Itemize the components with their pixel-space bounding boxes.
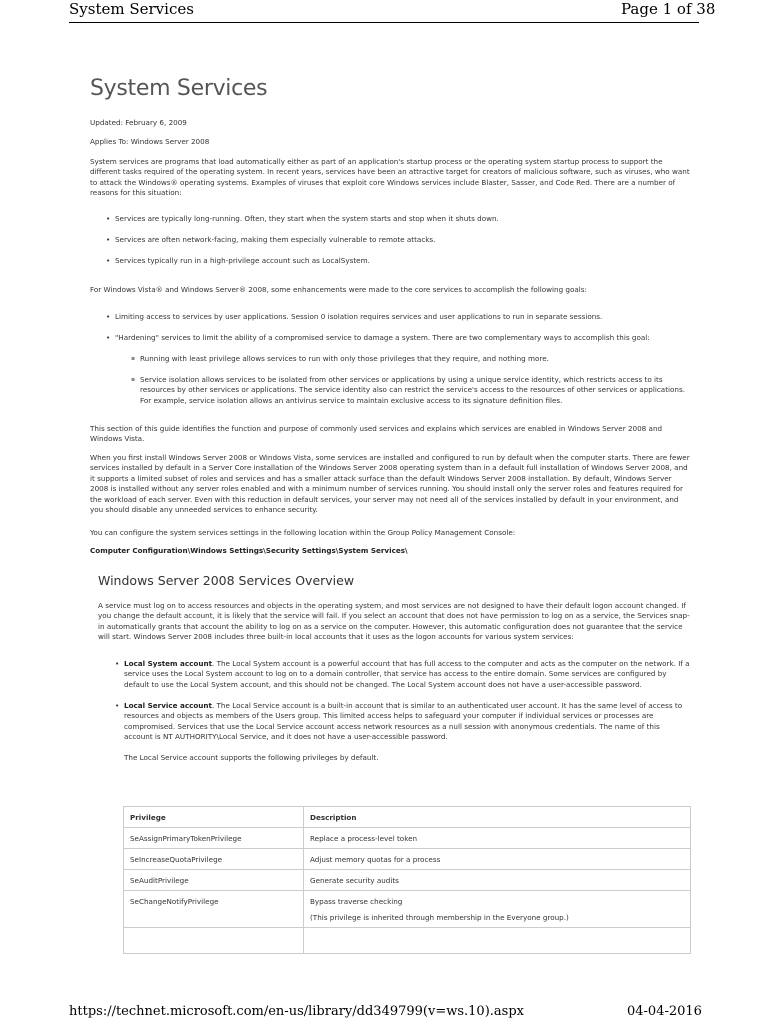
account-description: . The Local System account is a powerful account that has full access to the computer and acts as the computer on the network. If a service uses the Local System account to log on to a domain controller, that service has access to the entire domain. Some services are configured by default to use the Local System account, and this should not be changed. The Local System account does not have a user-accessible password. xyxy=(124,659,690,689)
account-item xyxy=(124,659,690,690)
bullet-icon: • xyxy=(106,333,111,342)
column-header-privilege: Privilege xyxy=(124,807,304,828)
table-row xyxy=(124,891,691,928)
reason-item: Services are often network-facing, making them especially vulnerable to remote attacks. xyxy=(115,235,436,244)
sub-bullet-icon: ▪ xyxy=(131,376,136,383)
bullet-icon: • xyxy=(115,701,120,710)
privilege-cell: SeAssignPrimaryTokenPrivilege xyxy=(124,828,304,849)
table-row xyxy=(124,849,691,870)
privilege-cell xyxy=(124,928,304,954)
account-description: . The Local Service account is a built-in account that is similar to an authenticated user account. It has the same level of access to resources and objects as members of the Users group. This limited access helps to safeguard your computer if individual services or processes are compromised. Services that use the Local Service account access network resources as a null session with anonymous credentials. The name of this account is NT AUTHORITY\Local Service, and it does not have a user-accessible password. xyxy=(124,701,683,742)
overview-paragraph: A service must log on to access resources and objects in the operating system, and most services are not designed to have their default logon account changed. If you change the default account, it is likely that the service will fail. If you select an account that does not have permission to log on as a service, the Services snap-in automatically grants that account the ability to log on as a service on the computer. However, this automatic configuration does not guarantee that the service will start. Windows Server 2008 includes three built-in local accounts that it uses as the logon accounts for various system services: xyxy=(98,601,690,642)
goals-intro: For Windows Vista® and Windows Server® 2008, some enhancements were made to the core services to accomplish the following goals: xyxy=(90,285,587,294)
bullet-icon: • xyxy=(106,214,111,223)
applies-to: Applies To: Windows Server 2008 xyxy=(90,137,210,146)
section-paragraph: This section of this guide identifies the function and purpose of commonly used services and explains which services are enabled in Windows Server 2008 and Windows Vista. xyxy=(90,424,663,444)
footer-url: https://technet.microsoft.com/en-us/library/dd349799(v=ws.10).aspx xyxy=(69,1004,524,1019)
table-row-empty xyxy=(124,928,691,954)
subgoal-item: Service isolation allows services to be isolated from other services or applications by using a unique service identity, which restricts access to its resources by other services or applications. The service identity also can restrict the service's access to the resources of other services or applications. For example, service isolation allows an antivirus service to maintain exclusive access to its signature definition files. xyxy=(140,375,685,405)
column-header-description: Description xyxy=(304,807,691,828)
table-header-row xyxy=(124,807,691,828)
description-cell: Replace a process-level token xyxy=(304,828,691,849)
account-name: Local Service account xyxy=(124,701,212,710)
bullet-icon: • xyxy=(106,235,111,244)
description-note: (This privilege is inherited through membership in the Everyone group.) xyxy=(310,913,569,922)
table-row xyxy=(124,870,691,891)
privileges-intro: The Local Service account supports the following privileges by default. xyxy=(124,753,379,762)
privileges-table xyxy=(123,806,691,954)
goal-item: "Hardening" services to limit the ability of a compromised service to damage a system. There are two complementary ways to accomplish this goal: xyxy=(115,333,650,342)
account-item xyxy=(124,701,690,743)
config-paragraph: You can configure the system services settings in the following location within the Group Policy Management Console: xyxy=(90,528,516,537)
bullet-icon: • xyxy=(106,312,111,321)
description-text: Bypass traverse checking xyxy=(310,897,403,906)
intro-paragraph: System services are programs that load automatically either as part of an application's startup process or the operating system startup process to support the different tasks required of the operating system. In recent years, services have been an attractive target for creators of malicious software, such as viruses, who want to attack the Windows® operating systems. Examples of viruses that exploit core Windows services include Blaster, Sasser, and Code Red. There are a number of reasons for this situation: xyxy=(90,157,690,198)
goal-item: Limiting access to services by user applications. Session 0 isolation requires services and user applications to run in separate sessions. xyxy=(115,312,603,321)
config-path: Computer Configuration\Windows Settings\Security Settings\System Services\ xyxy=(90,546,408,555)
description-cell xyxy=(304,891,691,928)
updated-date: Updated: February 6, 2009 xyxy=(90,118,187,127)
header-divider xyxy=(69,22,699,23)
bullet-icon: • xyxy=(115,659,120,668)
overview-heading: Windows Server 2008 Services Overview xyxy=(98,573,355,588)
install-paragraph: When you first install Windows Server 2008 or Windows Vista, some services are installed and configured to run by default when the computer starts. There are fewer services installed by default in a Server Core installation of the Windows Server 2008 operating system than in a default full installation of Windows Server 2008, and it supports a limited subset of roles and services and has a smaller attack surface than the default Windows Server 2008 installation. By default, Windows Server 2008 is installed without any server roles enabled and with a minimum number of services running. You should install only the server roles and features required for the workload of each server. Even with this reduction in default services, your server may not need all of the services installed by default in your environment, and you should disable any unneeded services to enhance security. xyxy=(90,453,690,515)
sub-bullet-icon: ▪ xyxy=(131,355,136,362)
account-name: Local System account xyxy=(124,659,213,668)
page-number: Page 1 of 38 xyxy=(621,0,716,18)
privilege-cell: SeIncreaseQuotaPrivilege xyxy=(124,849,304,870)
page-header-title: System Services xyxy=(69,0,194,18)
footer-date: 04-04-2016 xyxy=(627,1004,702,1019)
subgoal-item: Running with least privilege allows services to run with only those privileges that they require, and nothing more. xyxy=(140,354,549,363)
bullet-icon: • xyxy=(106,256,111,265)
table-row xyxy=(124,828,691,849)
description-cell: Generate security audits xyxy=(304,870,691,891)
privilege-cell: SeChangeNotifyPrivilege xyxy=(124,891,304,928)
reason-item: Services typically run in a high-privilege account such as LocalSystem. xyxy=(115,256,370,265)
description-cell xyxy=(304,928,691,954)
description-cell: Adjust memory quotas for a process xyxy=(304,849,691,870)
page-title: System Services xyxy=(90,76,268,101)
reason-item: Services are typically long-running. Often, they start when the system starts and stop when it shuts down. xyxy=(115,214,499,223)
privilege-cell: SeAuditPrivilege xyxy=(124,870,304,891)
